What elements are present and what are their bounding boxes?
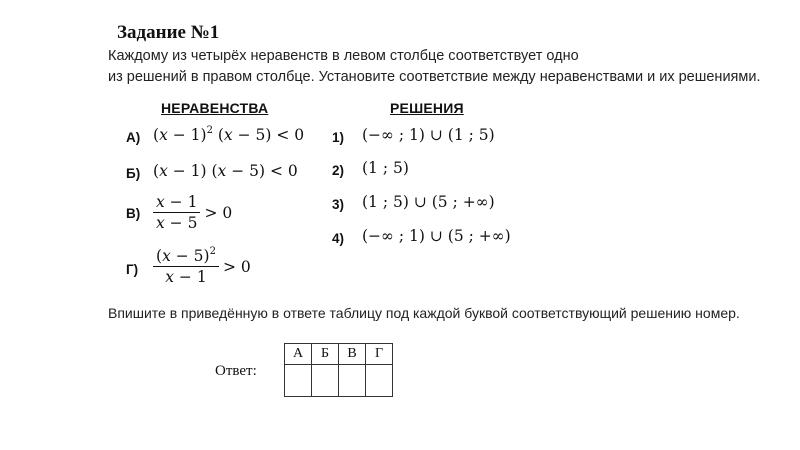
task-title: Задание №1 [117, 22, 220, 43]
solution-4: (−∞ ; 1) ∪ (5 ; +∞) [362, 227, 511, 245]
answer-label: Ответ: [215, 363, 257, 379]
solution-4-label: 4) [332, 231, 345, 246]
solution-1: (−∞ ; 1) ∪ (1 ; 5) [362, 126, 495, 144]
answer-cell-b[interactable] [312, 365, 339, 397]
solution-1-label: 1) [332, 130, 345, 145]
answer-table [284, 343, 393, 397]
answer-cell-a[interactable] [285, 365, 312, 397]
inequality-a: $(x - 1)^2$ (x − 5) < 0 [153, 125, 305, 144]
answer-header-v: В [339, 344, 366, 365]
answer-header-b: Б [312, 344, 339, 365]
answer-header-g: Г [366, 344, 393, 365]
inequality-g: $\frac{(x - 5)^2}{x - 1}$ > 0 [153, 247, 251, 286]
solutions-header: РЕШЕНИЯ [390, 100, 464, 116]
inequality-b-label: Б) [126, 166, 141, 181]
solution-2: (1 ; 5) [362, 159, 409, 177]
solution-3: (1 ; 5) ∪ (5 ; +∞) [362, 193, 495, 211]
inequality-v: $\frac{x - 1}{x - 5}$ > 0 [153, 193, 232, 232]
inequalities-header: НЕРАВЕНСТВА [161, 100, 269, 116]
solution-3-label: 3) [332, 197, 345, 212]
inequality-v-label: В) [126, 206, 141, 221]
instruction-line-1: Каждому из четырёх неравенств в левом столбце соответствует одно [108, 48, 579, 64]
inequality-a-label: А) [126, 130, 141, 145]
inequality-b: (x − 1) (x − 5) < 0 [153, 162, 298, 180]
instruction-line-2: из решений в правом столбце. Установите соответствие между неравенствами и их решениями. [108, 69, 761, 85]
footer-instruction: Впишите в приведённую в ответе таблицу под каждой буквой соответствующий решению номер. [108, 305, 740, 321]
inequality-g-label: Г) [126, 262, 139, 277]
answer-cell-v[interactable] [339, 365, 366, 397]
answer-cell-g[interactable] [366, 365, 393, 397]
answer-header-a: А [285, 344, 312, 365]
solution-2-label: 2) [332, 163, 345, 178]
